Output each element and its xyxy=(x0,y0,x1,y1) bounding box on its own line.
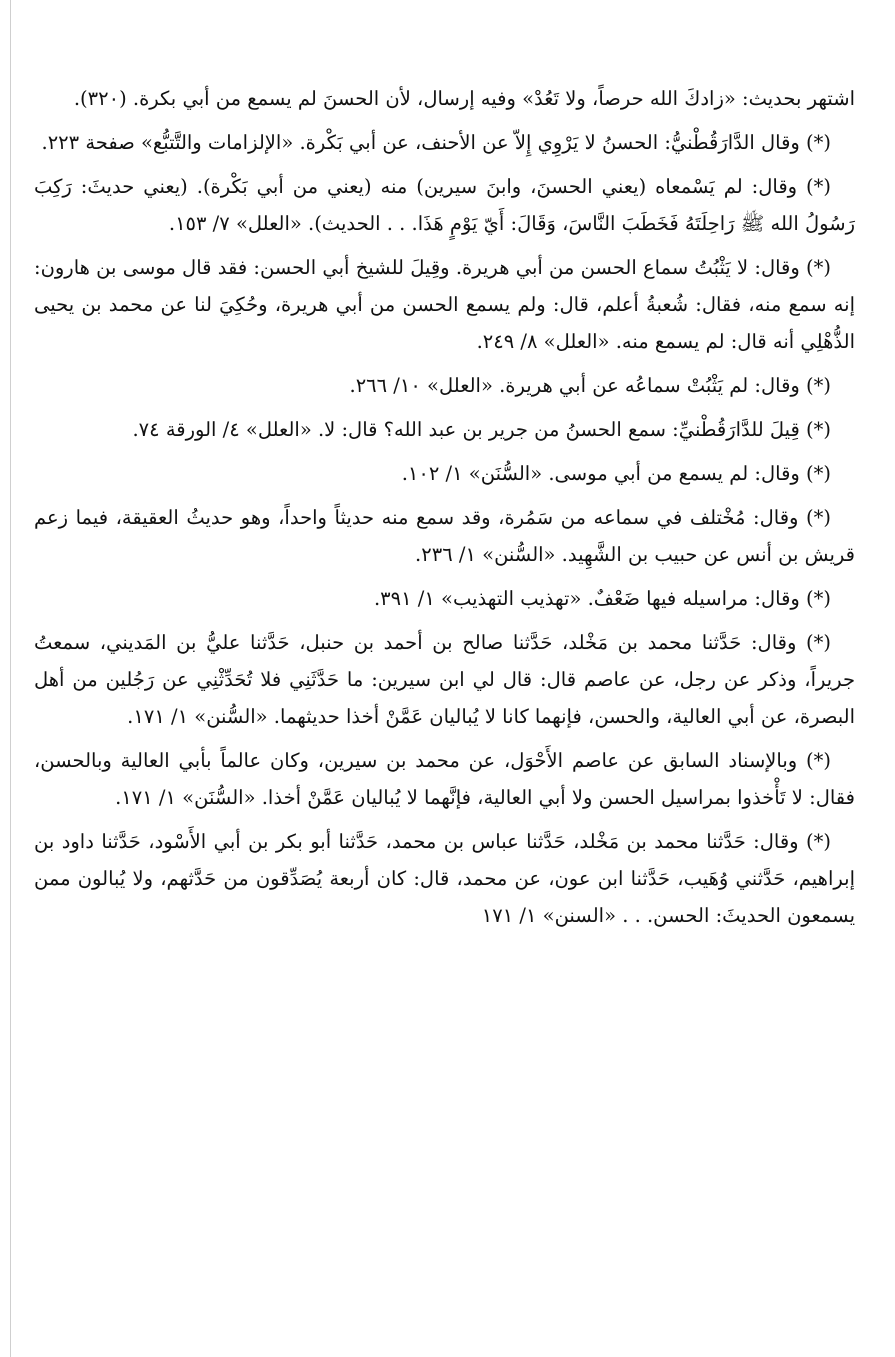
paragraph-9: (*) وقال: مراسيله فيها ضَعْفٌ. «تهذيب التهذيب» ١/ ٣٩١. xyxy=(373,587,831,610)
paragraph-1: اشتهر بحديث: «زادكَ الله حرصاً، ولا تَعُدْ» وفيه إرسال، لأن الحسنَ لم يسمع من أبي بكرة. (٣٢٠). xyxy=(73,87,855,110)
paragraph-5: (*) وقال: لم يَثْبُتْ سماعُه عن أبي هريرة. «العلل» ١٠/ ٢٦٦. xyxy=(349,374,831,397)
paragraph-12: (*) وقال: حَدَّثنا محمد بن مَخْلد، حَدَّثنا عباس بن محمد، حَدَّثنا أبو بكر بن أبي الأَسْود، حَدَّثنا داود بن إبراهيم، حَدَّثني وُهَيب، حَدَّثنا ابن عون، عن محمد، قال: كان أربعة يُصَدِّقون من حَدَّثهم، ولا يُبالون ممن يسمعون الحديثَ: الحسن. . . «السنن» ١/ ١٧١ xyxy=(34,830,855,927)
paragraph-2: (*) وقال الدَّارَقُطْنيُّ: الحسنُ لا يَرْوِي إِلاّ عن الأحنف، عن أبي بَكْرة. «الإلزامات والتَّتبُّع» صفحة ٢٢٣. xyxy=(41,131,831,154)
document-body xyxy=(34,80,855,941)
paragraph-8: (*) وقال: مُخْتلف في سماعه من سَمُرة، وقد سمع منه حديثاً واحداً، وهو حديثُ العقيقة، فيما زعم قريش بن أنس عن حبيب بن الشَّهِيد. «السُّنن» ١/ ٢٣٦. xyxy=(34,506,855,566)
paragraph-4: (*) وقال: لا يَثْبُتُ سماع الحسن من أبي هريرة. وقِيلَ للشيخ أبي الحسن: فقد قال موسى بن هارون: إنه سمع منه، فقال: شُعبةُ أعلم، قال: ولم يسمع الحسن من أبي هريرة، وحُكِيَ لنا عن محمد بن يحيى الذُّهْلِي أنه قال: لم يسمع منه. «العلل» ٨/ ٢٤٩. xyxy=(34,256,855,353)
paragraph-6: (*) قِيلَ للدَّارَقُطْنيِّ: سمع الحسنُ من جرير بن عبد الله؟ قال: لا. «العلل» ٤/ الورقة ٧٤. xyxy=(132,418,831,441)
paragraph-11: (*) وبالإسناد السابق عن عاصم الأَحْوَل، عن محمد بن سيرين، وكان عالماً بأبي العالية وبالحسن، فقال: لا تَأْخذوا بمراسيل الحسن ولا أبي العالية، فإنَّهما لا يُباليان عَمَّنْ أخذا. «السُّنَن» ١/ ١٧١. xyxy=(34,749,855,809)
page-edge-line xyxy=(10,0,11,1357)
paragraph-10: (*) وقال: حَدَّثنا محمد بن مَخْلد، حَدَّثنا صالح بن أحمد بن حنبل، حَدَّثنا عليُّ بن المَديني، سمعتُ جريراً، وذكر عن رجل، عن عاصم قال: قال لي ابن سيرين: ما حَدَّثَنِي فلا تُحَدِّثْنِي عن رَجُلين من أهل البصرة، عن أبي العالية، والحسن، فإنهما كانا لا يُباليان عَمَّنْ أخذا حديثهما. «السُّنن» ١/ ١٧١. xyxy=(34,631,855,728)
paragraph-7: (*) وقال: لم يسمع من أبي موسى. «السُّنَن» ١/ ١٠٢. xyxy=(401,462,831,485)
paragraph-3: (*) وقال: لم يَسْمعاه (يعني الحسنَ، وابنَ سيرين) منه (يعني من أبي بَكْرة). (يعني حديثَ: رَكِبَ رَسُولُ الله ﷺ رَاحِلَتَهُ فَخَطَبَ النَّاسَ، وَقَالَ: أَيّ يَوْمٍ هَذَا. . . الحديث). «العلل» ٧/ ١٥٣. xyxy=(34,175,855,235)
